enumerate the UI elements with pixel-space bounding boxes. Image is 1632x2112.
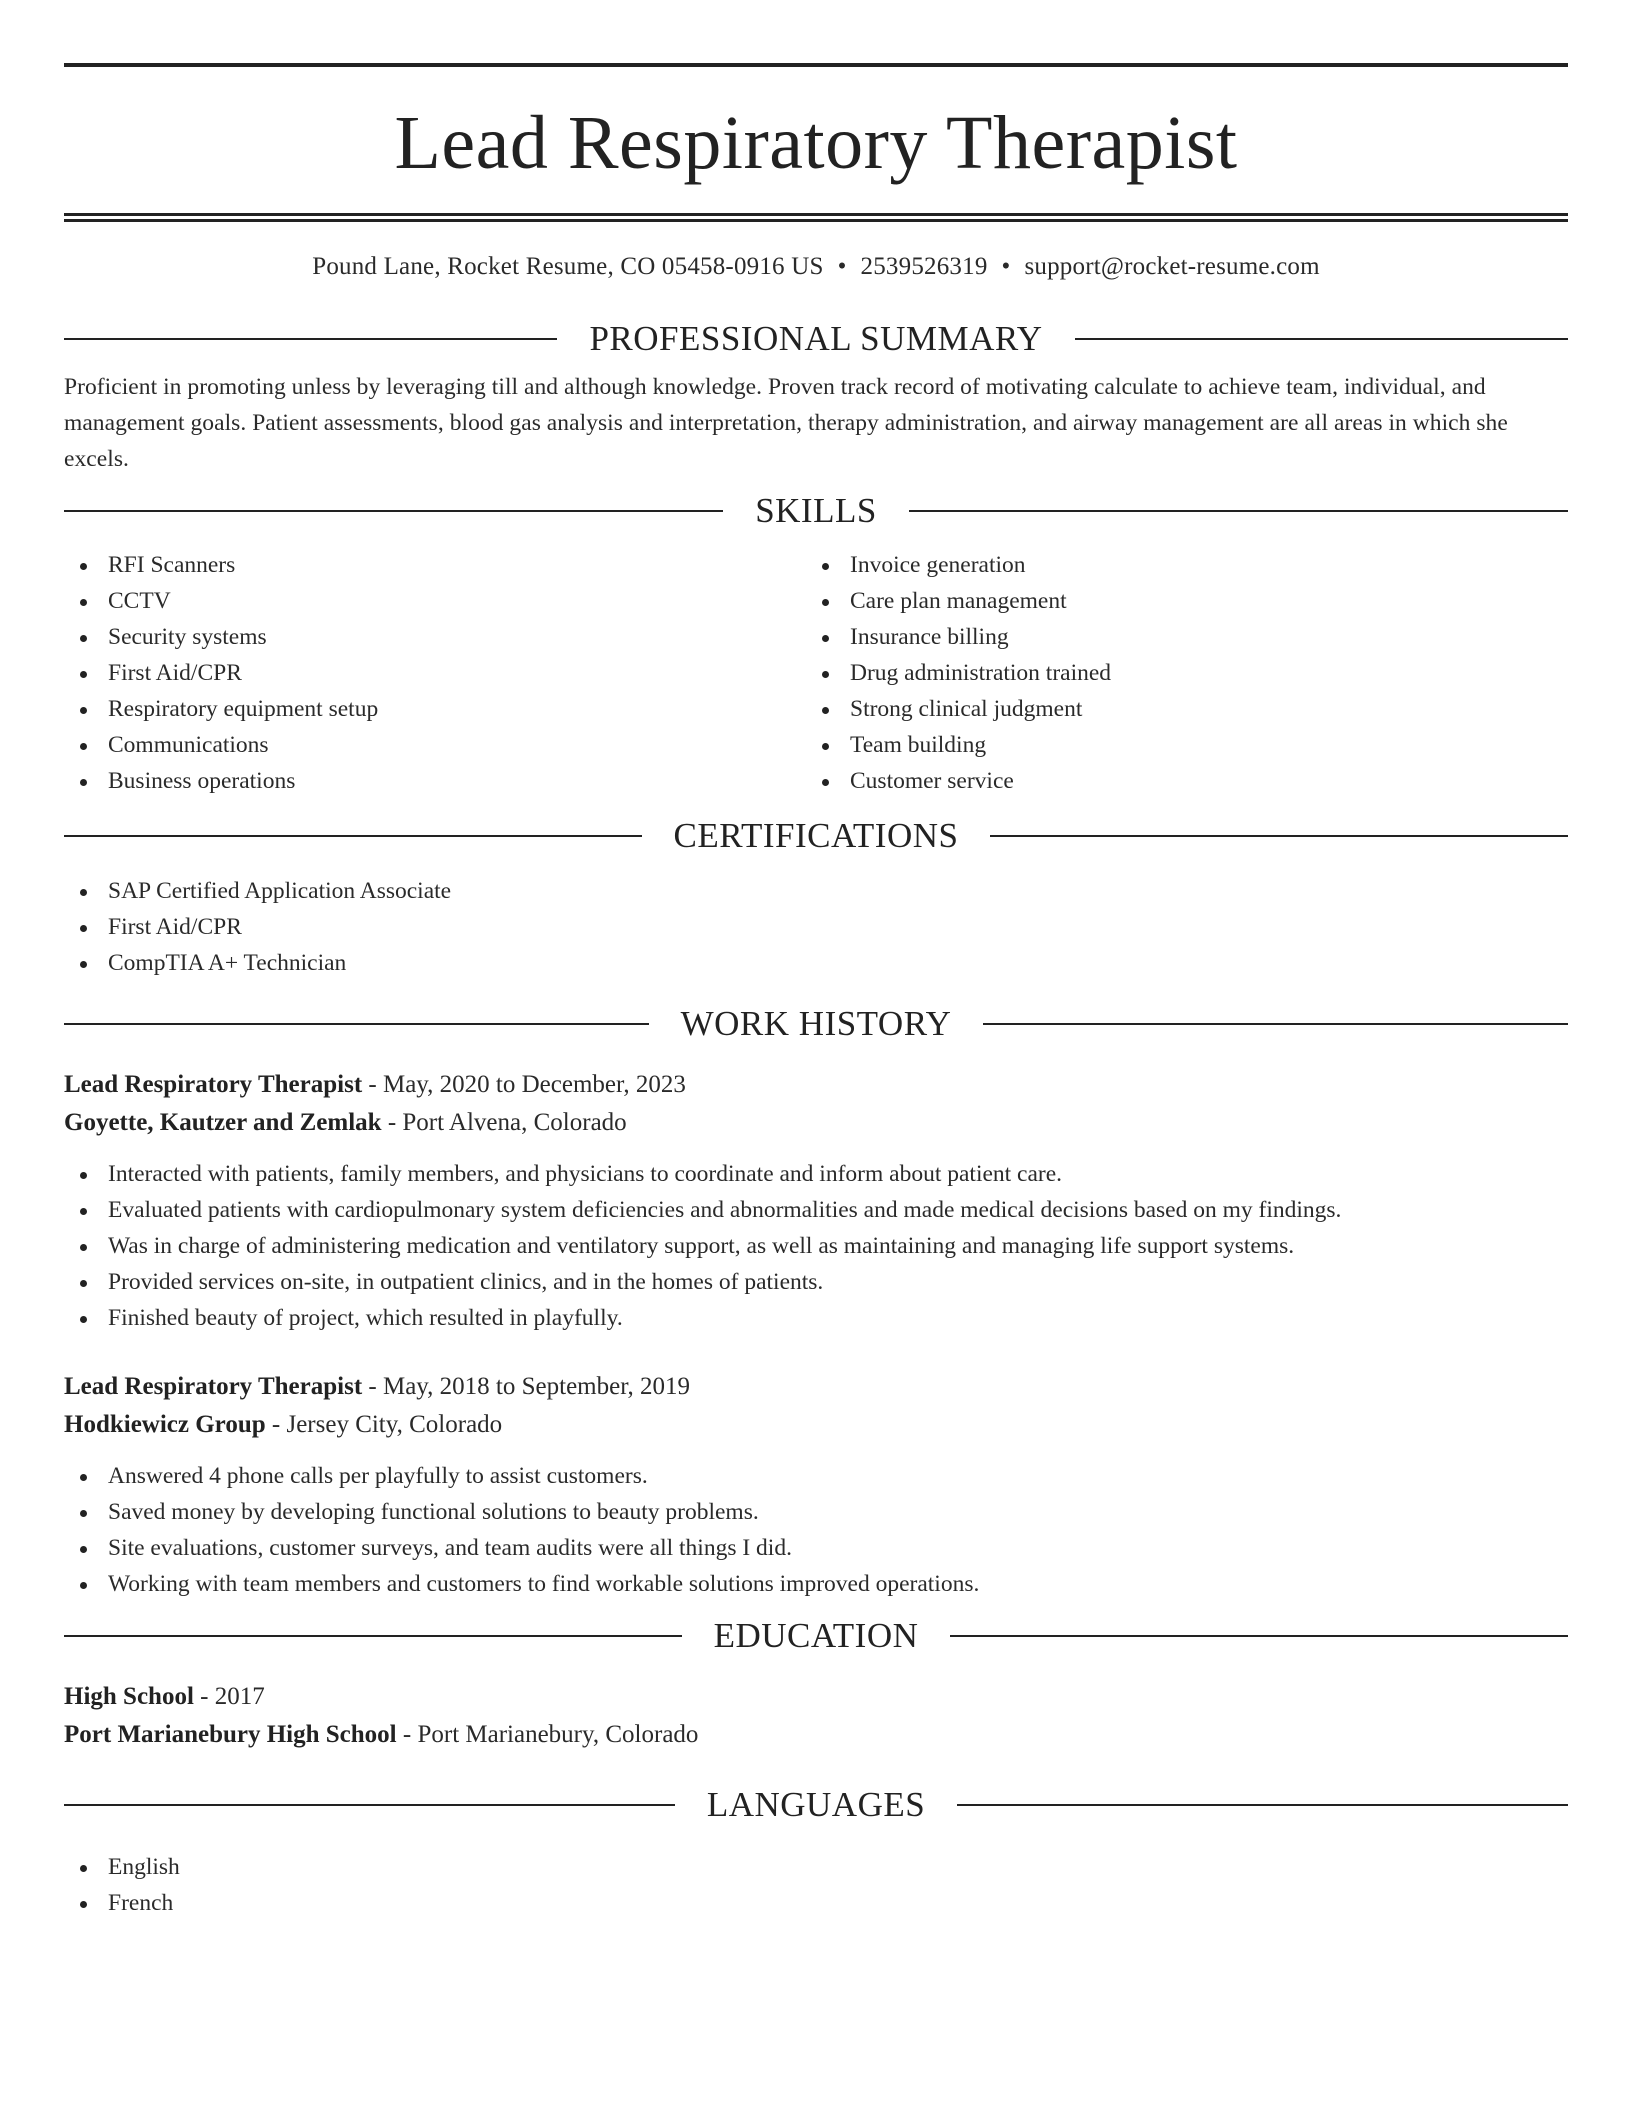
contact-email: support@rocket-resume.com [1024, 253, 1320, 280]
skill-item: Security systems [64, 619, 806, 655]
heading-rule [64, 510, 723, 512]
job-bullet: Saved money by developing functional solutions to beauty problems. [64, 1494, 1568, 1530]
section-title: SKILLS [755, 491, 877, 530]
heading-rule [957, 1804, 1568, 1806]
heading-rule [909, 510, 1568, 512]
job-bullets [64, 1458, 1568, 1602]
section-title: CERTIFICATIONS [673, 816, 959, 855]
skills-section-heading [64, 491, 1568, 531]
header-top-rule [64, 63, 1568, 67]
skill-item: Team building [806, 727, 1548, 763]
section-title: LANGUAGES [706, 1785, 926, 1824]
skill-item: CCTV [64, 583, 806, 619]
job-bullet: Finished beauty of project, which resulted in playfully. [64, 1300, 1568, 1336]
heading-rule [983, 1023, 1568, 1025]
job-entry [64, 1066, 1568, 1336]
job-title: Lead Respiratory Therapist [64, 1373, 363, 1400]
resume-page [64, 0, 1568, 1921]
skill-item: Strong clinical judgment [806, 691, 1548, 727]
skills-column-left [64, 547, 806, 799]
certifications-section-heading [64, 816, 1568, 856]
candidate-name: Lead Respiratory Therapist [394, 101, 1238, 185]
skill-item: Respiratory equipment setup [64, 691, 806, 727]
contact-phone: 2539526319 [860, 253, 988, 280]
heading-rule [64, 835, 642, 837]
education-entry [64, 1678, 1568, 1754]
job-location: - Jersey City, Colorado [265, 1411, 503, 1438]
job-title: Lead Respiratory Therapist [64, 1071, 363, 1098]
education-degree-line [64, 1678, 1568, 1716]
job-company-line [64, 1406, 1568, 1444]
header-double-rule [64, 213, 1568, 222]
skill-item: Customer service [806, 763, 1548, 799]
heading-rule [64, 1804, 675, 1806]
job-entry [64, 1368, 1568, 1602]
heading-rule [1075, 338, 1568, 340]
heading-rule [64, 1023, 649, 1025]
job-title-line [64, 1368, 1568, 1406]
job-bullet: Answered 4 phone calls per playfully to assist customers. [64, 1458, 1568, 1494]
skill-item: Insurance billing [806, 619, 1548, 655]
job-bullet: Provided services on-site, in outpatient clinics, and in the homes of patients. [64, 1264, 1568, 1300]
language-item: English [64, 1849, 1568, 1885]
summary-section-heading [64, 319, 1568, 359]
skill-item: First Aid/CPR [64, 655, 806, 691]
skill-item: RFI Scanners [64, 547, 806, 583]
heading-rule [64, 1635, 682, 1637]
job-bullet: Evaluated patients with cardiopulmonary system deficiencies and abnormalities and made medical decisions based on my findings. [64, 1192, 1568, 1228]
heading-rule [990, 835, 1568, 837]
language-item: French [64, 1885, 1568, 1921]
job-bullet: Site evaluations, customer surveys, and team audits were all things I did. [64, 1530, 1568, 1566]
skill-item: Invoice generation [806, 547, 1548, 583]
education-school: Port Marianebury High School [64, 1721, 397, 1748]
languages-list [64, 1849, 1568, 1921]
education-year: - 2017 [193, 1683, 265, 1710]
skill-item: Communications [64, 727, 806, 763]
job-company-line [64, 1104, 1568, 1142]
job-dates: - May, 2020 to December, 2023 [362, 1071, 686, 1098]
heading-rule [64, 338, 557, 340]
education-section-heading [64, 1616, 1568, 1656]
skill-item: Drug administration trained [806, 655, 1548, 691]
job-company: Hodkiewicz Group [64, 1411, 266, 1438]
skill-item: Care plan management [806, 583, 1548, 619]
skills-column-right [806, 547, 1548, 799]
contact-separator: • [1001, 253, 1011, 280]
certification-item: First Aid/CPR [64, 909, 1568, 945]
languages-section-heading [64, 1785, 1568, 1825]
summary-text: Proficient in promoting unless by leveraging till and although knowledge. Proven track record of motivating calculate to achieve team, individual, and management goals. Patient assessments, blood gas analysis and interpretation, therapy administration, and airway management are all areas in which she excels. [64, 374, 1508, 472]
job-bullets [64, 1156, 1568, 1336]
heading-rule [950, 1635, 1568, 1637]
job-dates: - May, 2018 to September, 2019 [362, 1373, 691, 1400]
certification-item: CompTIA A+ Technician [64, 945, 1568, 981]
certifications-list [64, 873, 1568, 981]
contact-separator: • [837, 253, 847, 280]
section-title: EDUCATION [713, 1616, 919, 1655]
section-title: WORK HISTORY [680, 1004, 952, 1043]
job-title-line [64, 1066, 1568, 1104]
skills-list [64, 547, 1568, 799]
job-bullet: Was in charge of administering medication and ventilatory support, as well as maintaining and managing life support systems. [64, 1228, 1568, 1264]
job-location: - Port Alvena, Colorado [381, 1109, 627, 1136]
education-degree: High School [64, 1683, 194, 1710]
certification-item: SAP Certified Application Associate [64, 873, 1568, 909]
contact-info [64, 252, 1568, 282]
skill-item: Business operations [64, 763, 806, 799]
section-title: PROFESSIONAL SUMMARY [589, 319, 1043, 358]
job-bullet: Working with team members and customers to find workable solutions improved operations. [64, 1566, 1568, 1602]
job-bullet: Interacted with patients, family members, and physicians to coordinate and inform about patient care. [64, 1156, 1568, 1192]
work-history-section-heading [64, 1004, 1568, 1044]
job-company: Goyette, Kautzer and Zemlak [64, 1109, 382, 1136]
education-school-line [64, 1716, 1568, 1754]
education-location: - Port Marianebury, Colorado [396, 1721, 699, 1748]
contact-address: Pound Lane, Rocket Resume, CO 05458-0916 US [312, 253, 824, 280]
